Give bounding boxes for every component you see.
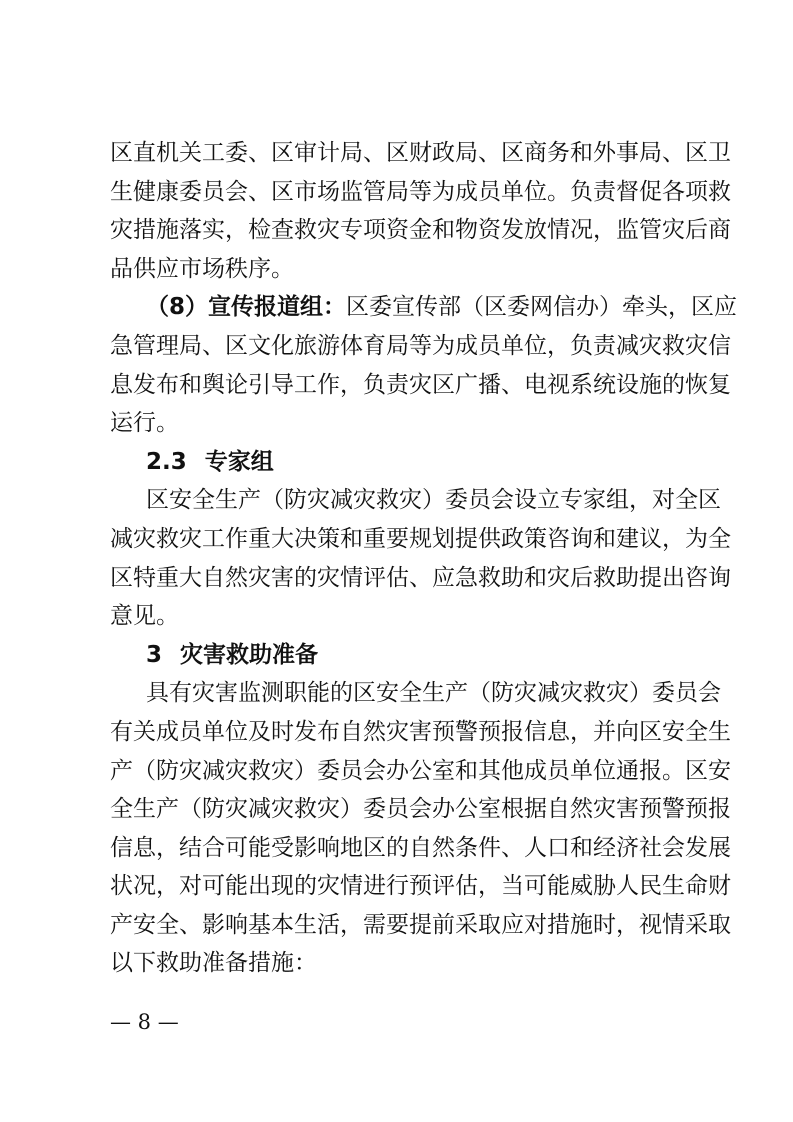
text-line: 区特重大自然灾害的灾情评估、应急救助和灾后救助提出咨询	[110, 564, 731, 591]
text-line: 生健康委员会、区市场监管局等为成员单位。负责督促各项救	[110, 178, 731, 205]
section-number: 2.3	[146, 448, 187, 475]
text-line: 区安全生产（防灾减灾救灾）委员会设立专家组，对全区	[146, 487, 721, 514]
text-line: 运行。	[110, 410, 179, 437]
text-line: 急管理局、区文化旅游体育局等为成员单位，负责减灾救灾信	[110, 332, 731, 359]
text-line: 以下救助准备措施：	[110, 950, 317, 977]
body-text	[110, 134, 738, 983]
text-line: 品供应市场秩序。	[110, 255, 294, 282]
text-line: 区直机关工委、区审计局、区财政局、区商务和外事局、区卫	[110, 140, 731, 166]
page-number: — 8 —	[110, 1010, 179, 1034]
text-line: 灾措施落实，检查救灾专项资金和物资发放情况，监管灾后商	[110, 217, 731, 244]
text-line: 信息，结合可能受影响地区的自然条件、人口和经济社会发展	[110, 834, 731, 861]
text-line: 有关成员单位及时发布自然灾害预警预报信息，并向区安全生	[110, 718, 731, 745]
text-line: 具有灾害监测职能的区安全生产（防灾减灾救灾）委员会	[146, 680, 721, 707]
text-line: 全生产（防灾减灾救灾）委员会办公室根据自然灾害预警预报	[110, 796, 731, 823]
text-line: 意见。	[110, 603, 179, 630]
section-heading-disaster-prep	[110, 636, 686, 675]
text-line: 息发布和舆论引导工作，负责灾区广播、电视系统设施的恢复	[110, 371, 731, 398]
text-line: 产安全、影响基本生活，需要提前采取应对措施时，视情采取	[110, 911, 731, 938]
section-heading-expert-group	[110, 443, 686, 482]
paragraph-propaganda-group	[110, 288, 738, 327]
group-label: （8）宣传报道组：	[146, 294, 347, 321]
section-title: 专家组	[204, 448, 274, 475]
text-line: 减灾救灾工作重大决策和重要规划提供政策咨询和建议，为全	[110, 525, 731, 552]
section-title: 灾害救助准备	[180, 641, 319, 668]
text-line: 产（防灾减灾救灾）委员会办公室和其他成员单位通报。区安	[110, 757, 731, 784]
text-line: 状况，对可能出现的灾情进行预评估，当可能威胁人民生命财	[110, 873, 731, 900]
text-span: 区委宣传部（区委网信办）牵头，区应	[346, 294, 738, 321]
section-number: 3	[146, 641, 163, 668]
